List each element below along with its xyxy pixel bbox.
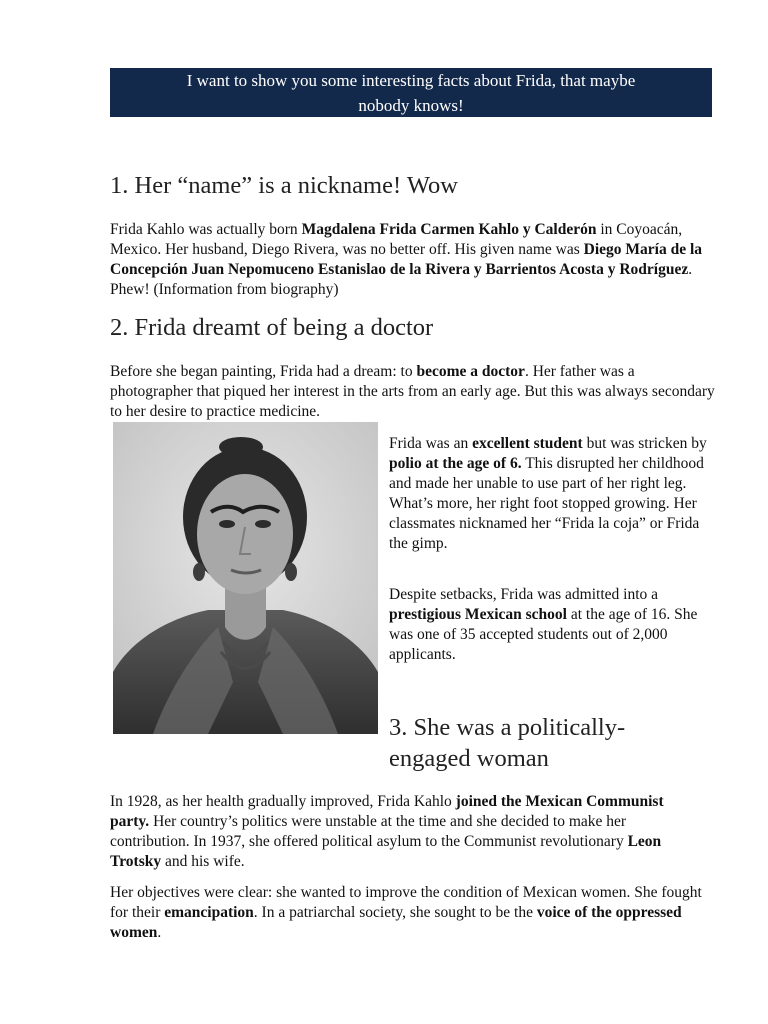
section3-heading-line2: engaged woman: [389, 745, 549, 772]
section2-paragraph-2: Frida was an excellent student but was stricken by polio at the age of 6. This disrupted her childhood and made her unable to use part of her right leg. What’s more, her right foot stopped growing. Her classmates nicknamed her “Frida la coja” or Frida the gimp.: [389, 435, 707, 552]
portrait-photo-icon: [113, 422, 378, 734]
section3-heading-line1: 3. She was a politically-: [389, 714, 626, 741]
intro-banner-line1: I want to show you some interesting facts about Frida, that maybe: [186, 71, 636, 90]
section2-paragraph-1: Before she began painting, Frida had a dream: to become a doctor. Her father was a photographer that piqued her interest in the arts from an early age. But this was always secondary to her desire to practice medicine.: [110, 363, 715, 420]
frida-portrait-image: [113, 422, 378, 734]
section2-paragraph-3: Despite setbacks, Frida was admitted into a prestigious Mexican school at the age of 16. She was one of 35 accepted students out of 2,000 applicants.: [389, 586, 698, 663]
section3-paragraph-2: Her objectives were clear: she wanted to improve the condition of Mexican women. She fought for their emancipation. In a patriarchal society, she sought to be the voice of the oppressed women.: [110, 884, 702, 941]
intro-banner: [110, 68, 712, 117]
section2-heading: 2. Frida dreamt of being a doctor: [110, 314, 434, 341]
section1-paragraph: Frida Kahlo was actually born Magdalena Frida Carmen Kahlo y Calderón in Coyoacán, Mexico. Her husband, Diego Rivera, was no better off. His given name was Diego María de la Concepción Juan Nepomuceno Estanislao de la Rivera y Barrientos Acosta y Rodríguez. Phew! (Information from biography): [110, 221, 703, 298]
intro-banner-line2: nobody knows!: [358, 96, 464, 115]
section3-paragraph-1: In 1928, as her health gradually improved, Frida Kahlo joined the Mexican Communist party. Her country’s politics were unstable at the time and she decided to make her contribution. In 1937, she offered political asylum to the Communist revolutionary Leon Trotsky and his wife.: [110, 793, 664, 870]
section1-heading: 1. Her “name” is a nickname! Wow: [110, 172, 458, 199]
section3-heading: [389, 712, 625, 774]
